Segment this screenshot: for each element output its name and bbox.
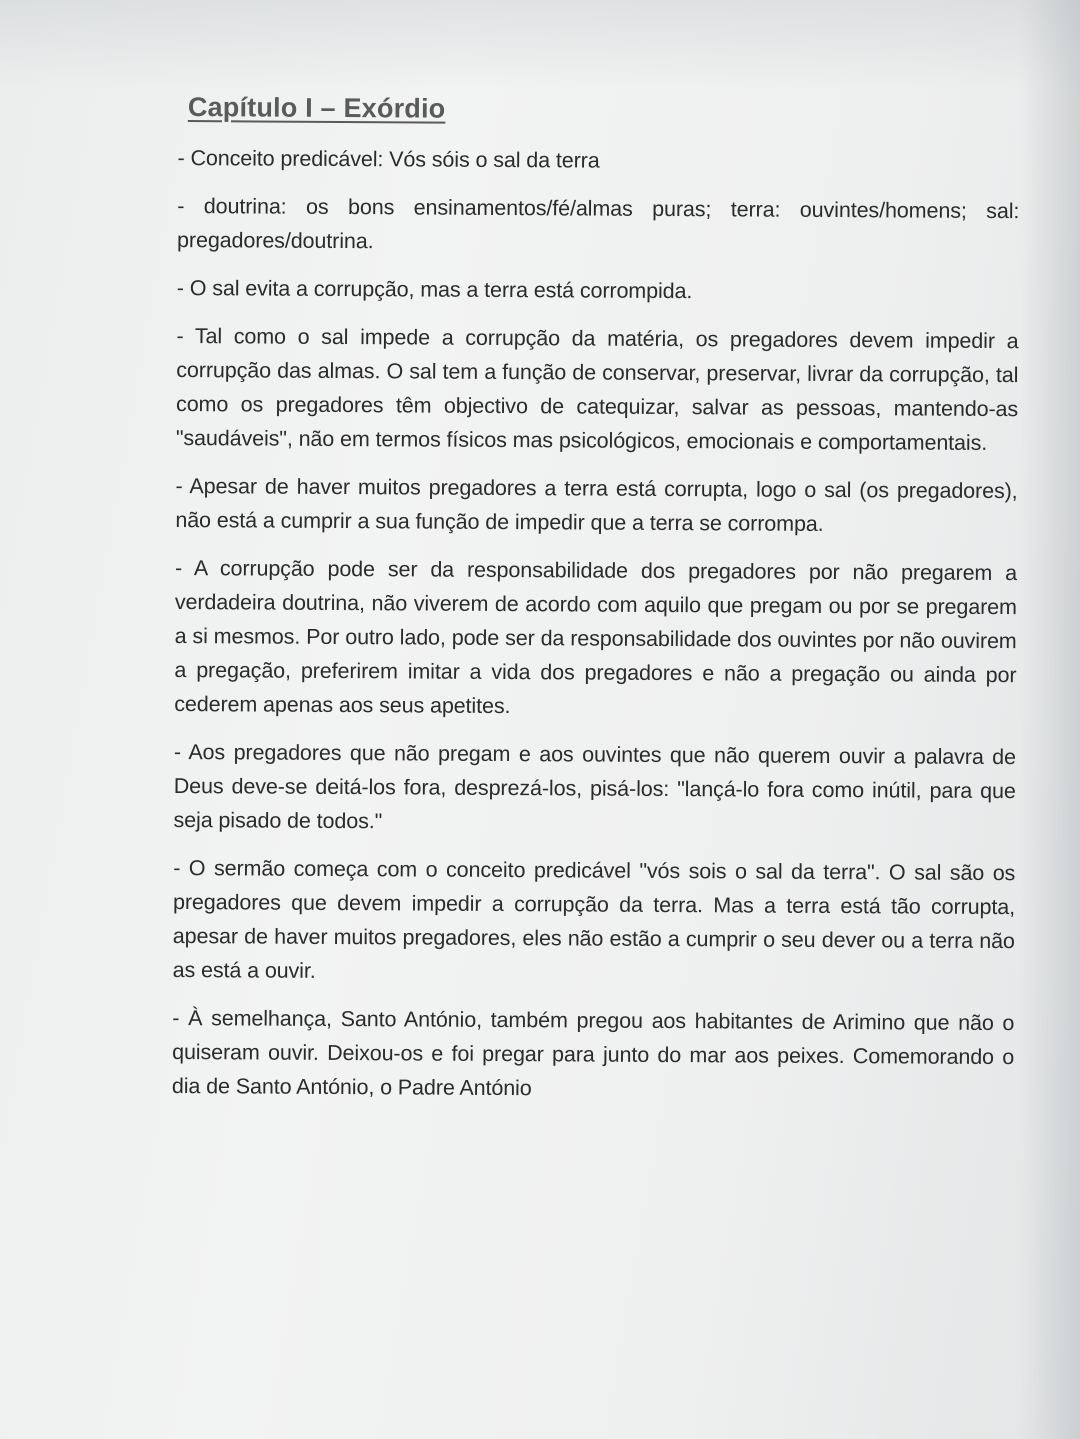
paragraph-4: - Tal como o sal impede a corrupção da matéria, os pregadores devem impedir a corrupção das almas. O sal tem a função de conservar, preservar, livrar da corrupção, tal como os pregadores têm objectivo de catequizar, salvar as pessoas, mantendo-as "saudáveis", não em termos físicos mas psicológicos, emocionais e comportamentais. (175, 323, 1019, 455)
paragraph-6: - A corrupção pode ser da responsabilidade dos pregadores por não pregarem a verdadeira doutrina, não viverem de acordo com aquilo que pregam ou por se pregarem a si mesmos. Por outro lado, pode ser da responsabilidade dos ouvintes por não ouvirem a pregação, preferirem imitar a vida dos pregadores e não a pregação ou ainda por cederem apenas aos seus apetites. (174, 555, 1018, 719)
paragraph-3: - O sal evita a corrupção, mas a terra está corrompida. (176, 275, 693, 304)
chapter-title: Capítulo I – Exórdio (187, 92, 446, 124)
paper-shadow-top (0, 0, 1080, 90)
paragraph-5: - Apesar de haver muitos pregadores a terra está corrupta, logo o sal (os pregadores), não está a cumprir a sua função de impedir que a terra se corrompa. (175, 473, 1018, 536)
paragraph-7: - Aos pregadores que não pregam e aos ouvintes que não querem ouvir a palavra de Deus deve-se deitá-los fora, desprezá-los, pisá-los: "lançá-lo fora como inútil, para que seja pisado de todos." (173, 739, 1017, 834)
paragraph-1: - Conceito predicável: Vós sóis o sal da terra (177, 145, 600, 173)
paragraph-9: - À semelhança, Santo António, também pregou aos habitantes de Arimino que não o quiseram ouvir. Deixou-os e foi pregar para junto do mar aos peixes. Comemorando o dia de Santo António, o Padre António (171, 1005, 1015, 1101)
paragraph-2: - doutrina: os bons ensinamentos/fé/almas puras; terra: ouvintes/homens; sal: pregadores/doutrina. (177, 193, 1020, 254)
paragraph-8: - O sermão começa com o conceito predicável "vós sois o sal da terra". O sal são os pregadores que devem impedir a corrupção da terra. Mas a terra está tão corrupta, apesar de haver muitos pregadores, eles não estão a cumprir o seu dever ou a terra não as está a ouvir. (172, 855, 1016, 983)
paper-shadow-right (1020, 0, 1080, 1439)
document-body (172, 92, 1020, 1122)
